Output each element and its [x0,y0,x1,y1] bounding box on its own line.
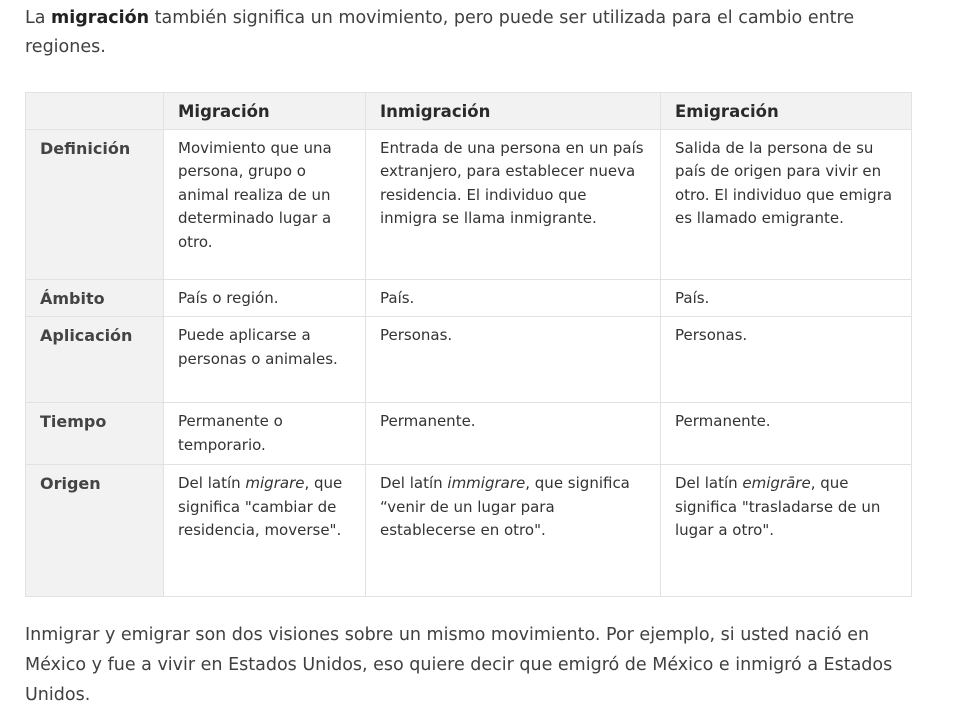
row-label-aplicacion: Aplicación [26,317,164,403]
origen-prefix: Del latín [178,474,246,492]
comparison-table [25,92,912,597]
cell-definicion-emigracion: Salida de la persona de su país de origen para vivir en otro. El individuo que emigra es llamado emigrante. [661,129,912,279]
cell-ambito-emigracion: País. [661,279,912,317]
table-row-aplicacion [26,317,912,403]
origen-meaning: , que significa "cambiar de residencia, moverse". [178,474,343,539]
latin-term: migrare [245,474,305,492]
row-label-ambito: Ámbito [26,279,164,317]
cell-origen-emigracion [661,465,912,597]
cell-tiempo-emigracion: Permanente. [661,403,912,465]
origen-prefix: Del latín [675,474,743,492]
cell-tiempo-migracion: Permanente o temporario. [164,403,366,465]
cell-aplicacion-emigracion: Personas. [661,317,912,403]
outro-paragraph: Inmigrar y emigrar son dos visiones sobre un mismo movimiento. Por ejemplo, si usted nació en México y fue a vivir en Estados Unidos, eso quiere decir que emigró de México e inmigró a Estados Unidos. [25,625,893,705]
cell-aplicacion-inmigracion: Personas. [366,317,661,403]
intro-text-before: La [25,8,52,28]
cell-tiempo-inmigracion: Permanente. [366,403,661,465]
origen-meaning: , que significa “venir de un lugar para establecerse en otro". [380,474,630,539]
header-corner [26,93,164,130]
row-label-origen: Origen [26,465,164,597]
origen-meaning: , que significa "trasladarse de un lugar a otro". [675,474,881,539]
header-inmigracion: Inmigración [366,93,661,130]
cell-ambito-inmigracion: País. [366,279,661,317]
header-migracion: Migración [164,93,366,130]
table-row-definicion [26,129,912,279]
cell-ambito-migracion: País o región. [164,279,366,317]
row-label-definicion: Definición [26,129,164,279]
table-row-ambito [26,279,912,317]
cell-definicion-migracion: Movimiento que una persona, grupo o animal realiza de un determinado lugar a otro. [164,129,366,279]
row-label-tiempo: Tiempo [26,403,164,465]
table-row-tiempo [26,403,912,465]
origen-prefix: Del latín [380,474,448,492]
intro-bold-term: migración [51,8,150,28]
cell-origen-migracion [164,465,366,597]
intro-text-after: también significa un movimiento, pero puede ser utilizada para el cambio entre regiones. [25,8,855,57]
table-header-row [26,93,912,130]
latin-term: emigrāre [742,474,811,492]
header-emigracion: Emigración [661,93,912,130]
cell-origen-inmigracion [366,465,661,597]
latin-term: immigrare [447,474,526,492]
table-row-origen [26,465,912,597]
intro-paragraph [25,4,905,62]
cell-aplicacion-migracion: Puede aplicarse a personas o animales. [164,317,366,403]
cell-definicion-inmigracion: Entrada de una persona en un país extranjero, para establecer nueva residencia. El individuo que inmigra se llama inmigrante. [366,129,661,279]
